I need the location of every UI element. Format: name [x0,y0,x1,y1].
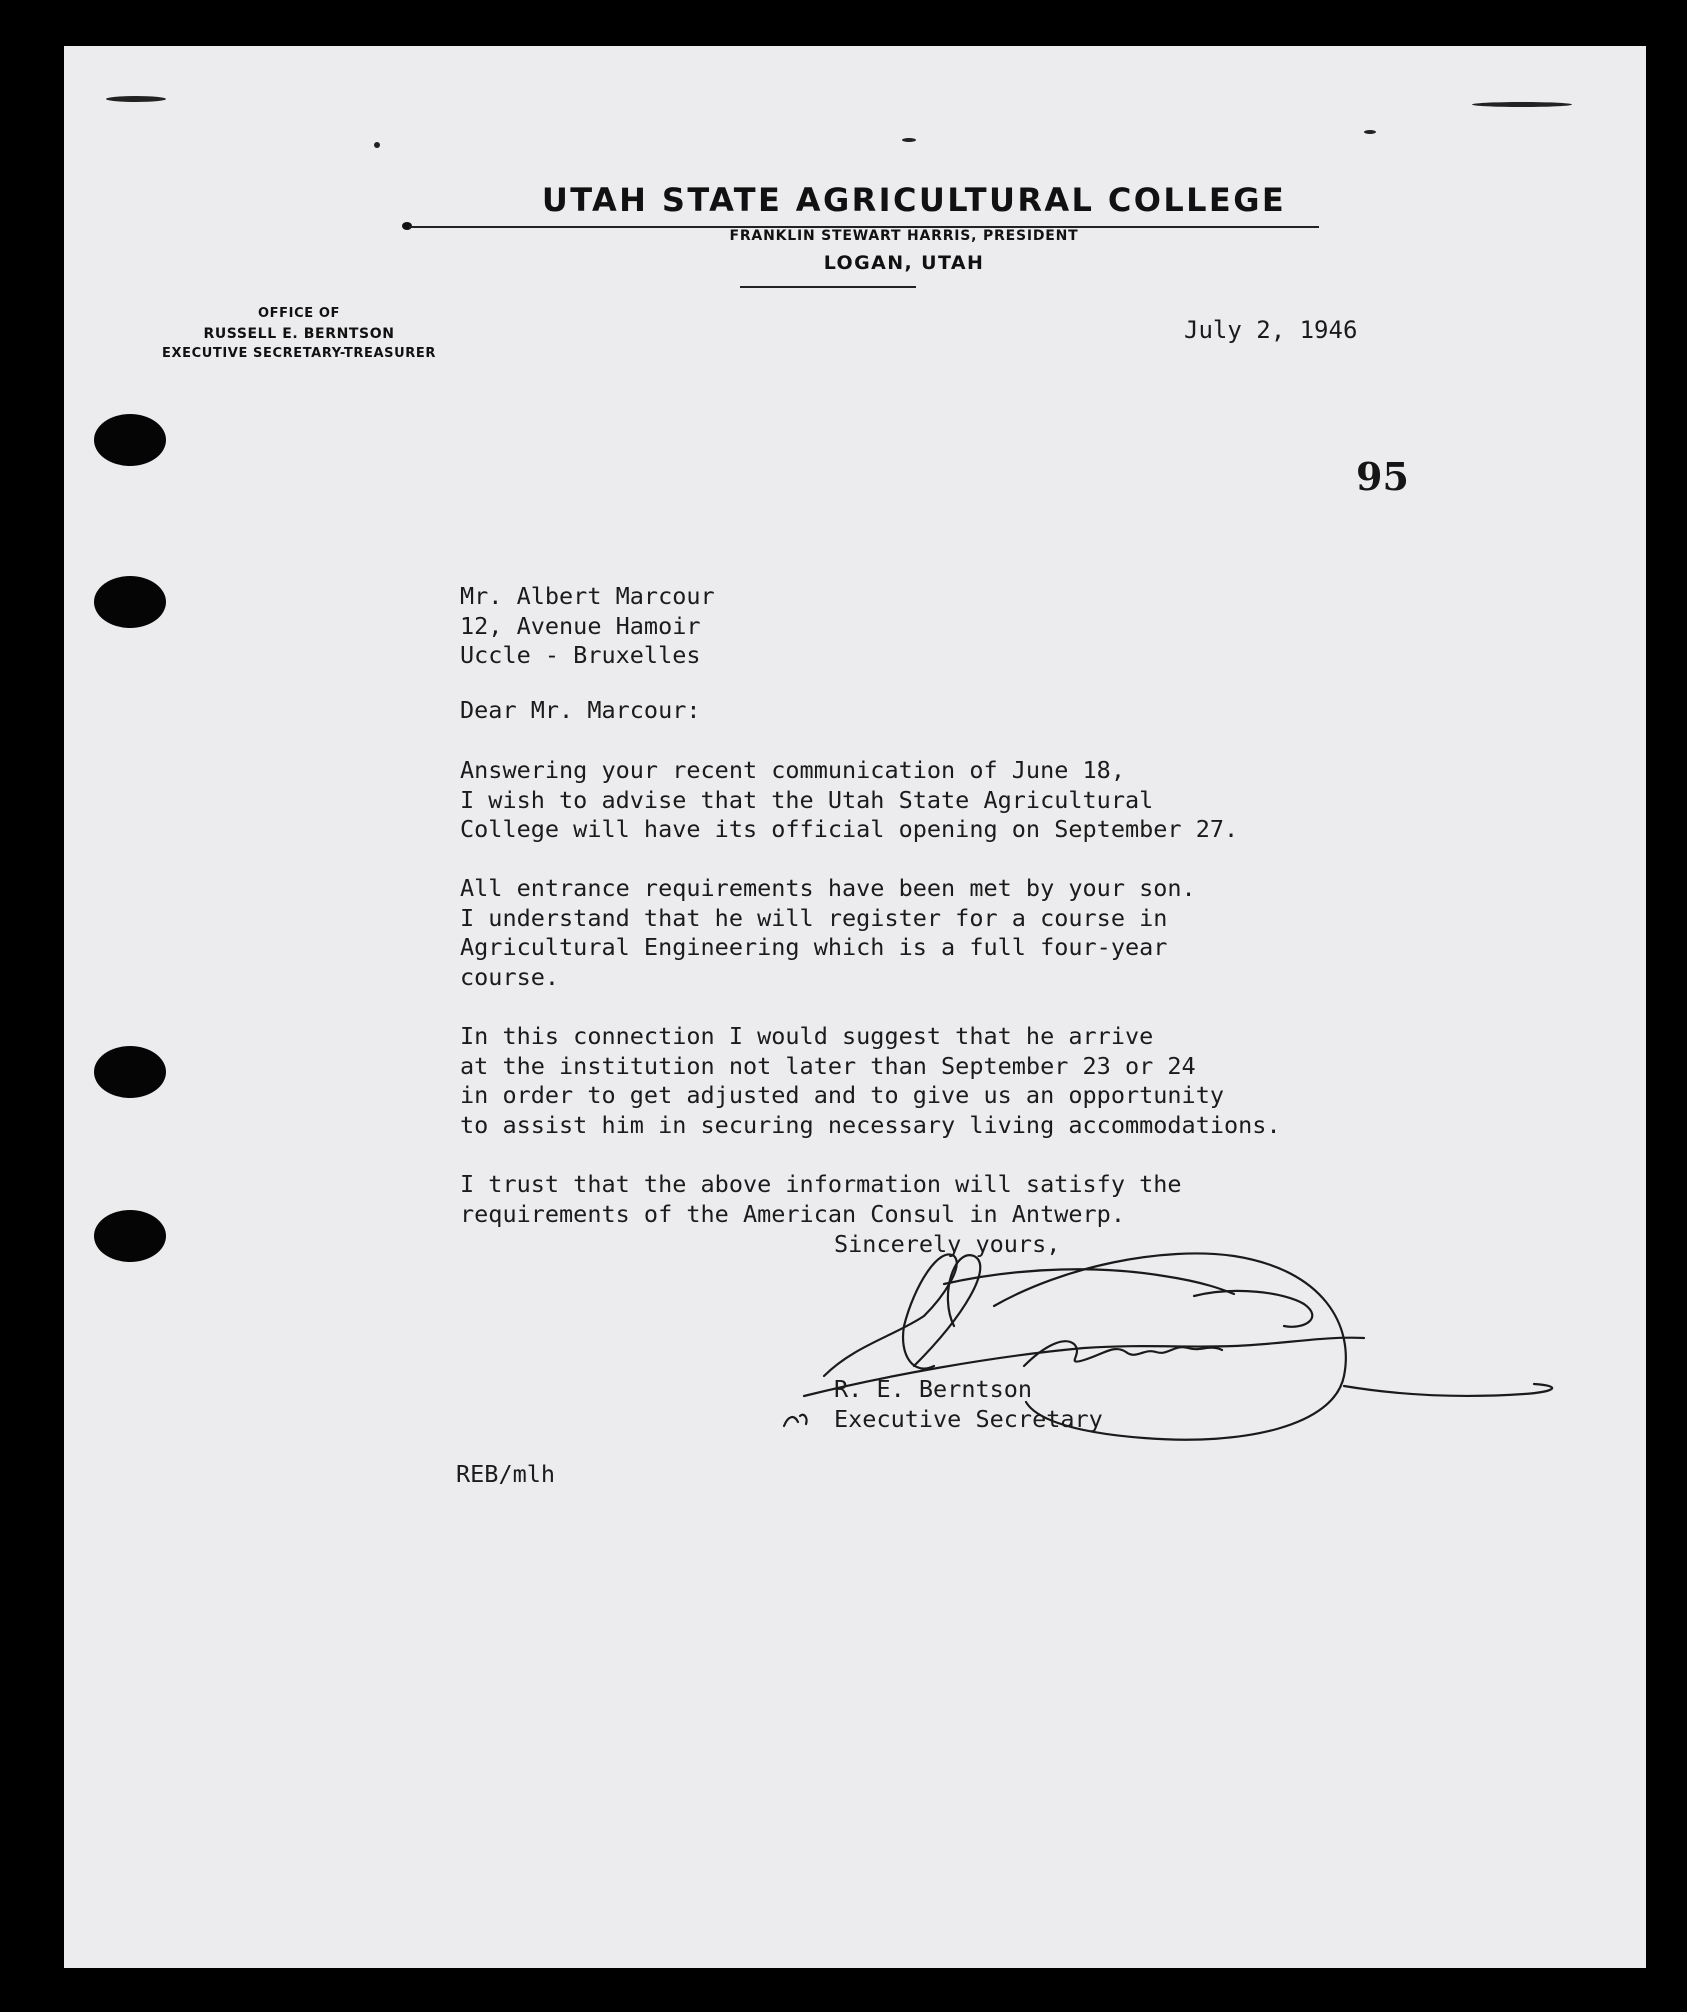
paragraph-4: I trust that the above information will satisfy the requirements of the American Consul in Antwerp. [460,1170,1182,1228]
office-block [124,304,474,364]
ink-speck [1472,102,1572,107]
ink-speck [106,96,166,102]
letter-page [64,46,1646,1968]
salutation: Dear Mr. Marcour: [460,696,701,724]
closing: Sincerely yours, [834,1230,1061,1258]
punch-hole [94,1046,166,1098]
ink-speck [902,138,916,142]
institution-name: UTAH STATE AGRICULTURAL COLLEGE [541,181,1287,219]
recipient-address [460,582,715,671]
page-number: 95 [1356,454,1409,499]
paragraph-2: All entrance requirements have been met by your son. I understand that he will register for a course in Agricultural Engineering which is a full four-year course. [460,874,1196,991]
letterhead-rule-short [740,286,916,288]
ink-speck [1364,130,1376,134]
paragraph-1: Answering your recent communication of June 18, I wish to advise that the Utah State Agricultural College will have its official opening on September 27. [460,756,1239,843]
punch-hole [94,1210,166,1262]
recipient-line-3: Uccle - Bruxelles [460,641,701,669]
ink-speck [374,142,380,148]
office-line-2: RUSSELL E. BERNTSON [203,326,395,342]
punch-hole [94,414,166,466]
recipient-line-2: 12, Avenue Hamoir [460,611,701,640]
paragraph-3: In this connection I would suggest that he arrive at the institution not later than September 23 or 24 in order to get adjusted and to give us an opportunity to assist him in securing necessary living accommodations. [460,1022,1281,1139]
signer-block [834,1374,1103,1434]
office-line-3: EXECUTIVE SECRETARY-TREASURER [162,346,436,361]
punch-hole [94,576,166,628]
reference-initials: REB/mlh [456,1460,556,1488]
recipient-line-1: Mr. Albert Marcour [460,582,715,610]
signer-name: R. E. Berntson [834,1375,1033,1403]
president-line: FRANKLIN STEWART HARRIS, PRESIDENT [729,228,1079,244]
letter-date: July 2, 1946 [1184,316,1358,344]
office-line-1: OFFICE OF [258,306,340,321]
signer-title: Executive Secretary [834,1405,1103,1433]
city-line: LOGAN, UTAH [823,252,985,274]
